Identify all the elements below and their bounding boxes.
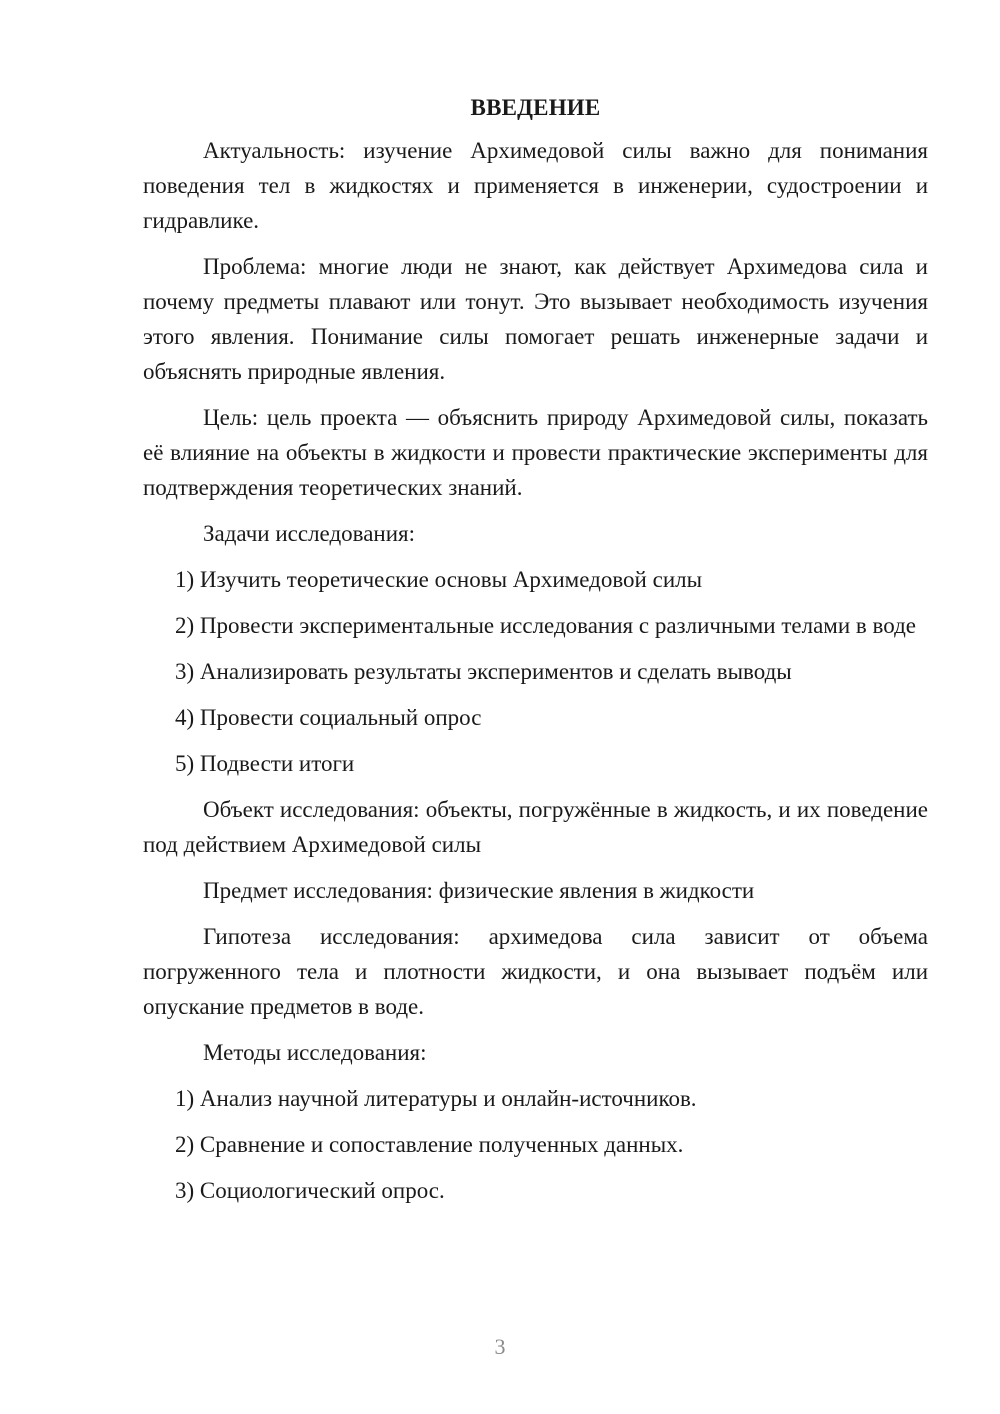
section-title: ВВЕДЕНИЕ	[470, 95, 601, 120]
task-item: 2) Провести экспериментальные исследования с различными телами в воде	[175, 613, 916, 638]
goal-paragraph: Цель: цель проекта — объяснить природу Архимедовой силы, показать её влияние на объекты в жидкости и провести практические эксперименты для подтверждения теоретических знаний.	[143, 405, 928, 500]
method-item: 2) Сравнение и сопоставление полученных данных.	[175, 1132, 684, 1157]
task-item: 3) Анализировать результаты экспериментов и сделать выводы	[175, 659, 792, 684]
relevance-paragraph: Актуальность: изучение Архимедовой силы важно для понимания поведения тел в жидкостях и применяется в инженерии, судостроении и гидравлике.	[143, 138, 928, 233]
method-item: 3) Социологический опрос.	[175, 1178, 445, 1203]
tasks-heading: Задачи исследования:	[203, 521, 416, 546]
task-item: 4) Провести социальный опрос	[175, 705, 482, 730]
page-number: 3	[494, 1334, 506, 1359]
subject-paragraph: Предмет исследования: физические явления в жидкости	[203, 878, 755, 903]
object-paragraph: Объект исследования: объекты, погружённые в жидкость, и их поведение под действием Архимедовой силы	[143, 797, 928, 857]
problem-paragraph: Проблема: многие люди не знают, как действует Архимедова сила и почему предметы плавают или тонут. Это вызывает необходимость изучения этого явления. Понимание силы помогает решать инженерные задачи и объяснять природные явления.	[143, 254, 928, 384]
task-item: 1) Изучить теоретические основы Архимедовой силы	[175, 567, 703, 592]
method-item: 1) Анализ научной литературы и онлайн-источников.	[175, 1086, 697, 1111]
page-content	[143, 90, 928, 1219]
task-item: 5) Подвести итоги	[175, 751, 355, 776]
methods-heading: Методы исследования:	[203, 1040, 427, 1065]
hypothesis-paragraph: Гипотеза исследования: архимедова сила зависит от объема погруженного тела и плотности жидкости, и она вызывает подъём или опускание предметов в воде.	[143, 924, 928, 1019]
